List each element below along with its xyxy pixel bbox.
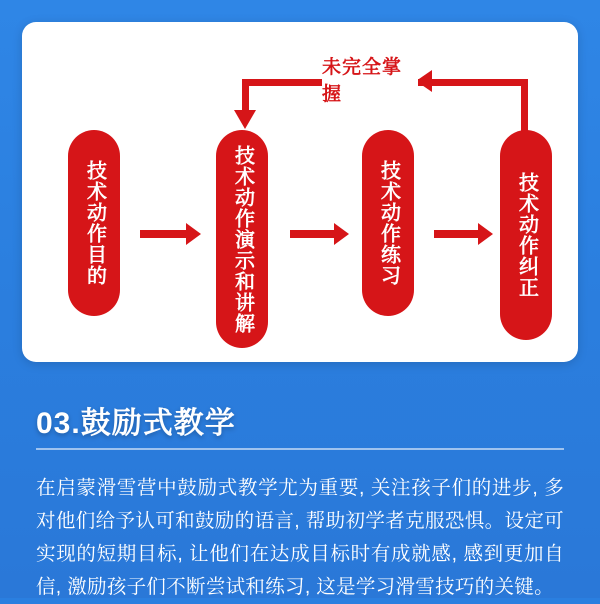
flow-step-1: 技术动作目的	[68, 130, 120, 316]
flow-arrow-2-icon	[290, 230, 336, 238]
flow-arrow-3-icon	[434, 230, 480, 238]
teaching-flow-diagram	[22, 22, 578, 362]
feedback-loop-label: 未完全掌握	[322, 62, 418, 96]
flow-arrow-1-icon	[140, 230, 188, 238]
heading-divider	[36, 448, 564, 450]
diagram-card	[22, 22, 578, 362]
feedback-loop-left-line-with-arrow	[242, 79, 249, 111]
flow-step-2: 技术动作演示和讲解	[216, 130, 268, 348]
flow-step-3: 技术动作练习	[362, 130, 414, 316]
feedback-loop-arrow-icon	[416, 70, 432, 92]
section-paragraph: 在启蒙滑雪营中鼓励式教学尤为重要, 关注孩子们的进步, 多对他们给予认可和鼓励的语言, 帮助初学者克服恐惧。设定可实现的短期目标, 让他们在达成目标时有成就感, 感到更加自信, 激励孩子们不断尝试和练习, 这是学习滑雪技巧的关键。	[36, 477, 564, 598]
flow-step-4: 技术动作纠正	[500, 130, 552, 340]
feedback-loop-right-line	[521, 79, 528, 131]
section-heading: 03.鼓励式教学	[36, 407, 236, 440]
